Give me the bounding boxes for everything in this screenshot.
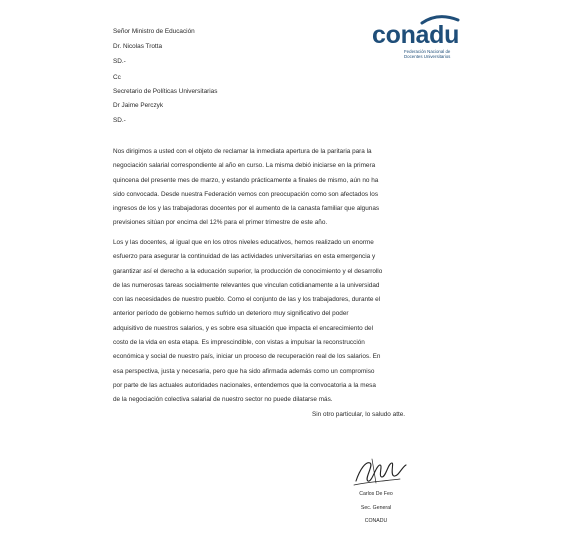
text-line: esfuerzo para asegurar la continuidad de las actividades universitarias en esta emergencia y (113, 253, 376, 261)
body-paragraph-1 (113, 145, 413, 231)
addressee-line: Dr. Nicolas Trotta (113, 43, 163, 50)
handwritten-signature (350, 455, 410, 489)
addressee-line: Señor Ministro de Educación (113, 28, 195, 35)
text-line: costo de la vida en esta etapa. Es imprescindible, con vistas a impulsar la reconstrucción (113, 339, 365, 347)
logo-subtitle (404, 49, 450, 59)
logo-wordmark: conadu (372, 21, 460, 49)
signatory-role: Sec. General (360, 505, 392, 511)
logo-subtitle-line: Federación Nacional de (404, 49, 451, 54)
text-line: Los y las docentes, al igual que en los otros niveles educativos, hemos realizado un enorme (113, 239, 374, 246)
text-line: esa perspectiva, justa y necesaria, pero que ha sido afirmada además como un compromiso (113, 367, 375, 375)
signatory-name: Carlos De Feo (359, 491, 393, 497)
text-line: quincena del presente mes de marzo, y estando prácticamente a finales de mismo, aún no ha (113, 176, 379, 184)
text-line: de la negociación colectiva salarial de nuestro sector no puede dilatarse más. (113, 396, 333, 404)
text-line: negociación salarial correspondiente al año en curso. La misma debió iniciarse en la primera (113, 162, 376, 170)
text-line: ingresos de los y las trabajadoras docentes por el aumento de la canasta familiar que algunas (113, 205, 380, 213)
text-line: previsiones sitúan por encima del 12% para el primer trimestre de este año. (113, 219, 328, 227)
text-line: económica y social de nuestro país, iniciar un proceso de recuperación real de los salarios. En (113, 353, 381, 361)
text-line: anterior período de gobierno hemos sufrido un deterioro muy significativo del poder (113, 310, 349, 318)
addressee-line: Secretario de Políticas Universitarias (113, 88, 218, 95)
text-line: adquisitivo de nuestros salarios, y es sobre esa situación que impacta el encarecimiento del (113, 324, 374, 332)
addressee-line: SD.- (113, 117, 126, 124)
addressee-line: SD.- (113, 58, 126, 65)
closing-line: Sin otro particular, lo saludo atte. (312, 411, 406, 418)
text-line: Nos dirigimos a usted con el objeto de reclamar la inmediata apertura de la paritaria para la (113, 148, 372, 155)
logo-subtitle-line: Docentes Universitarios (404, 54, 451, 59)
text-line: sido convocada. Desde nuestra Federación vemos con preocupación como son afectados los (113, 190, 379, 198)
signatory-org: CONADU (364, 518, 388, 524)
addressee-line: Dr Jaime Perczyk (113, 102, 164, 109)
addressee-line: Cc (113, 74, 121, 81)
text-line: garantizar así el derecho a la educación superior, la producción de conocimiento y el desarrollo (113, 267, 383, 275)
text-line: con las necesidades de nuestro pueblo. Como el conjunto de las y los trabajadores, durante el (113, 296, 381, 304)
conadu-logo (370, 14, 490, 62)
text-line: de las numerosas tareas socialmente relevantes que vinculan cotidianamente a la universidad (113, 281, 380, 289)
text-line: por parte de las actuales autoridades nacionales, entendemos que la convocatoria a la mesa (113, 381, 376, 389)
body-paragraph-2 (113, 236, 413, 408)
